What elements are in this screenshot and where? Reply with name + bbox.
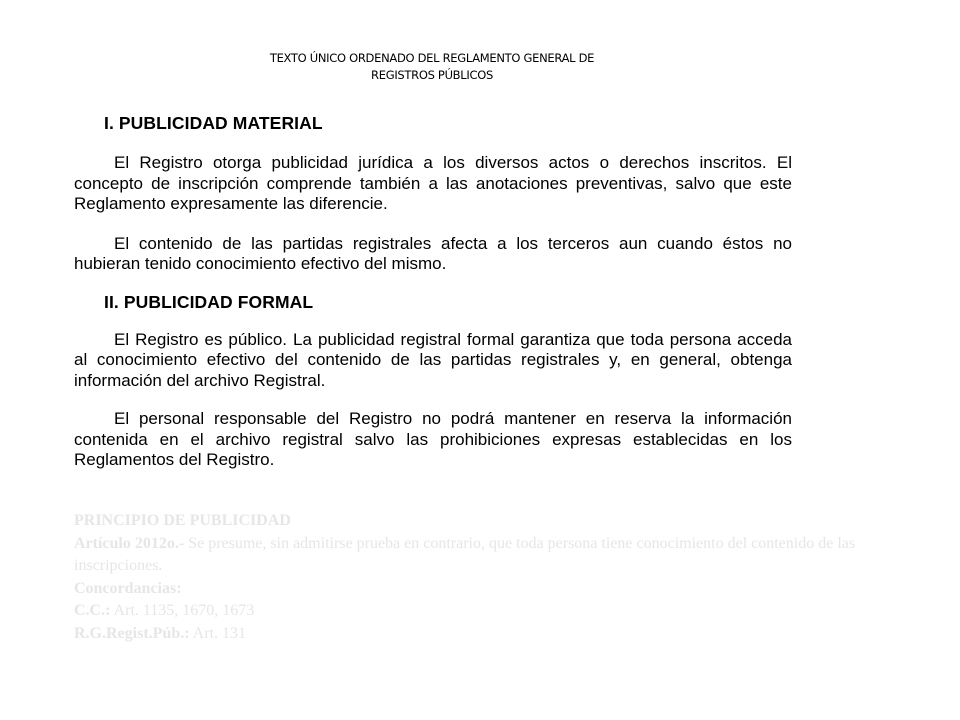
faded-rg-line	[74, 623, 874, 646]
section-title-publicidad-material: I. PUBLICIDAD MATERIAL	[104, 113, 323, 133]
faded-cc-label: C.C.:	[74, 602, 111, 619]
header-line-2: REGISTROS PÚBLICOS	[371, 68, 493, 82]
faded-rg-label: R.G.Regist.Púb.:	[74, 624, 190, 642]
faded-article	[74, 533, 874, 578]
scanned-regulation-excerpt	[74, 112, 792, 471]
section-2-paragraph-1: El Registro es público. La publicidad registral formal garantiza que toda persona acceda al conocimiento efectivo del contenido de las partidas registrales y, en general, obtenga información del archivo Registral.	[74, 329, 792, 390]
faded-article-body: Se presume, sin admitirse prueba en contrario, que toda persona tiene conocimiento del contenido de las inscripciones.	[74, 534, 856, 574]
faded-cc-value: Art. 1135, 1670, 1673	[110, 602, 255, 619]
faded-rg-value: Art. 131	[189, 624, 247, 642]
faded-article-label: Artículo 2012o.-	[74, 534, 185, 552]
header-line-1: TEXTO ÚNICO ORDENADO DEL REGLAMENTO GENERAL DE	[269, 51, 595, 65]
faded-concordancias-label: Concordancias:	[74, 579, 182, 597]
section-1-paragraph-1: El Registro otorga publicidad jurídica a los diversos actos o derechos inscritos. El concepto de inscripción comprende también a las anotaciones preventivas, salvo que este Reglamento expresamente las diferencie.	[74, 153, 792, 213]
faded-cc-line	[74, 600, 874, 623]
faded-heading: PRINCIPIO DE PUBLICIDAD	[74, 512, 291, 529]
section-title-publicidad-formal: II. PUBLICIDAD FORMAL	[104, 291, 314, 312]
faded-legal-note	[74, 510, 874, 645]
document-header	[232, 50, 632, 84]
section-2-paragraph-2: El personal responsable del Registro no podrá mantener en reserva la información contenida en el archivo registral salvo las prohibiciones expresas establecidas en los Reglamentos del Registro.	[74, 409, 792, 469]
section-1-paragraph-2: El contenido de las partidas registrales afecta a los terceros aun cuando éstos no hubieran tenido conocimiento efectivo del mismo.	[74, 233, 792, 273]
